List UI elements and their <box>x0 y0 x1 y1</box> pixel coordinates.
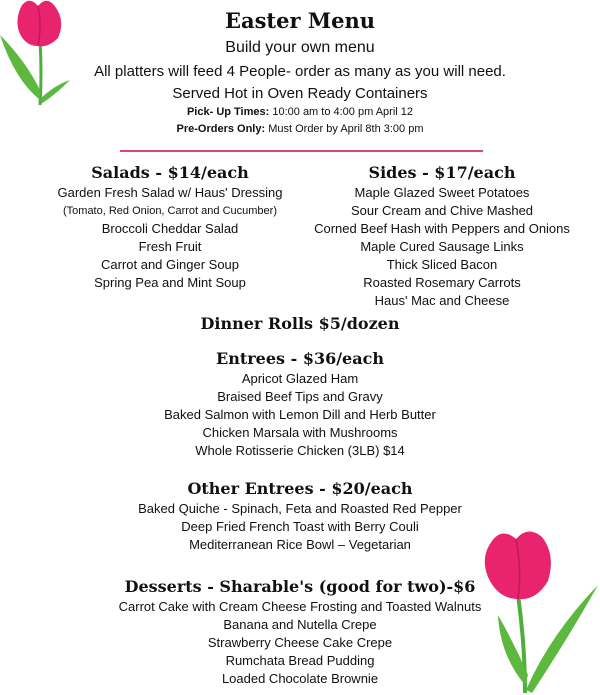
menu-item: Corned Beef Hash with Peppers and Onions <box>314 221 570 236</box>
preorder-value: Must Order by April 8th 3:00 pm <box>268 123 424 135</box>
desserts-heading: Desserts - Sharable's (good for two)-$6 <box>124 577 476 596</box>
pickup-times <box>0 106 600 118</box>
other-entrees-section <box>0 478 600 554</box>
menu-item: Chicken Marsala with Mushrooms <box>202 425 398 440</box>
divider <box>120 150 483 152</box>
entrees-heading: Entrees - $36/each <box>216 349 384 368</box>
menu-item: Deep Fried French Toast with Berry Couli <box>181 519 419 534</box>
menu-item: Fresh Fruit <box>138 239 202 254</box>
menu-item: Loaded Chocolate Brownie <box>221 671 379 686</box>
preorder-label: Pre-Orders Only: <box>176 123 266 135</box>
menu-item: Carrot and Ginger Soup <box>100 257 240 272</box>
menu-item-note: (Tomato, Red Onion, Carrot and Cucumber) <box>63 205 277 217</box>
subtitle: Build your own menu <box>225 39 375 56</box>
menu-item: Haus' Mac and Cheese <box>374 293 510 308</box>
menu-item: Spring Pea and Mint Soup <box>94 275 246 290</box>
entrees-section <box>0 348 600 460</box>
page-title: Easter Menu <box>224 8 375 33</box>
sides-heading: Sides - $17/each <box>368 163 516 182</box>
salads-section <box>40 162 300 292</box>
menu-item: Baked Quiche - Spinach, Feta and Roasted Red Pepper <box>138 501 462 516</box>
menu-item: Maple Glazed Sweet Potatoes <box>354 185 530 200</box>
menu-item: Braised Beef Tips and Gravy <box>217 389 383 404</box>
pickup-label: Pick- Up Times: <box>186 106 270 118</box>
menu-item: Strawberry Cheese Cake Crepe <box>207 635 393 650</box>
menu-item: Banana and Nutella Crepe <box>223 617 377 632</box>
sides-section <box>312 162 572 310</box>
menu-item: Thick Sliced Bacon <box>386 257 498 272</box>
menu-item: Sour Cream and Chive Mashed <box>350 203 534 218</box>
menu-item: Maple Cured Sausage Links <box>360 239 524 254</box>
menu-item: Mediterranean Rice Bowl – Vegetarian <box>189 537 411 552</box>
preorder-info <box>0 123 600 135</box>
other-entrees-heading: Other Entrees - $20/each <box>187 479 413 498</box>
served-note: Served Hot in Oven Ready Containers <box>172 85 428 102</box>
rolls-section <box>0 313 600 335</box>
menu-item: Rumchata Bread Pudding <box>225 653 375 668</box>
salads-heading: Salads - $14/each <box>91 163 249 182</box>
menu-item: Apricot Glazed Ham <box>241 371 359 386</box>
desserts-section <box>0 576 600 688</box>
menu-item: Baked Salmon with Lemon Dill and Herb Butter <box>164 407 436 422</box>
platter-note: All platters will feed 4 People- order as many as you will need. <box>94 63 506 80</box>
menu-item: Broccoli Cheddar Salad <box>101 221 239 236</box>
menu-item: Whole Rotisserie Chicken (3LB) $14 <box>195 443 405 458</box>
rolls-heading: Dinner Rolls $5/dozen <box>200 314 400 333</box>
menu-item: Garden Fresh Salad w/ Haus' Dressing <box>57 185 283 200</box>
menu-item: Carrot Cake with Cream Cheese Frosting and Toasted Walnuts <box>118 599 482 614</box>
menu-item: Roasted Rosemary Carrots <box>363 275 521 290</box>
pickup-value: 10:00 am to 4:00 pm April 12 <box>272 106 414 118</box>
